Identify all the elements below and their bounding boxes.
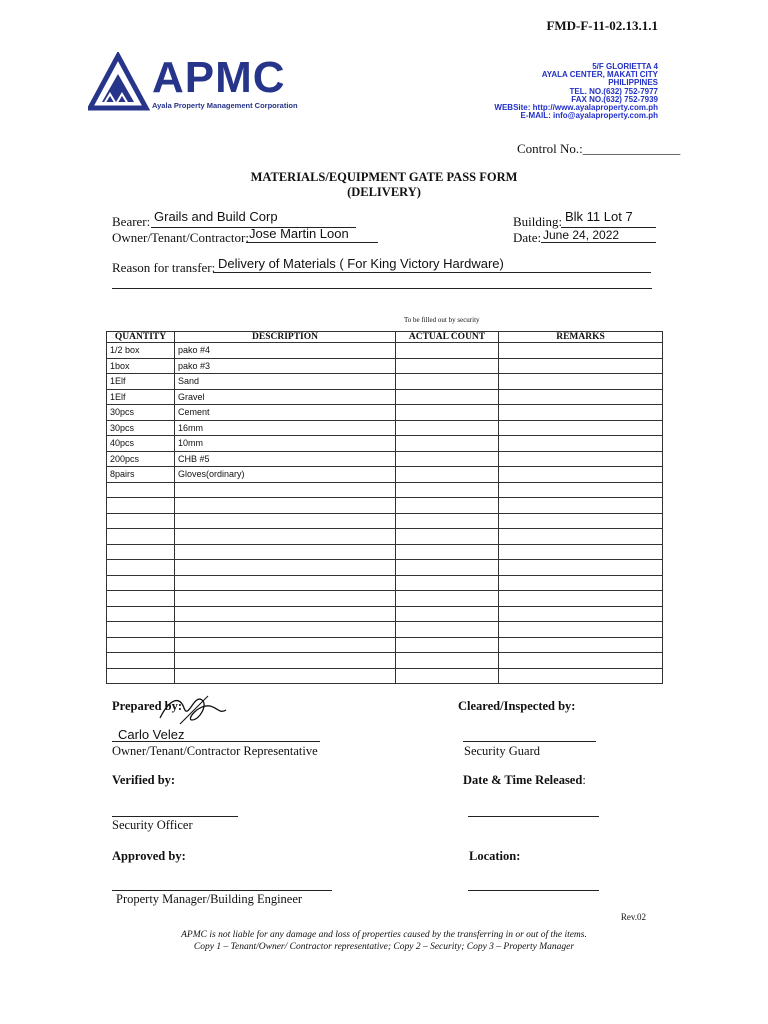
cell-quantity: 1box — [107, 358, 175, 374]
table-row — [107, 575, 663, 591]
cell-quantity — [107, 653, 175, 669]
cell-remarks[interactable] — [499, 358, 663, 374]
table-row — [107, 498, 663, 514]
cell-quantity — [107, 591, 175, 607]
cell-actual-count[interactable] — [396, 374, 499, 390]
form-title — [0, 170, 768, 200]
table-header-row — [107, 332, 663, 343]
cell-actual-count[interactable] — [396, 668, 499, 684]
table-row — [107, 451, 663, 467]
verified-signature-line[interactable] — [112, 816, 238, 817]
cell-quantity: 30pcs — [107, 420, 175, 436]
cell-actual-count[interactable] — [396, 343, 499, 359]
logo-subtitle: Ayala Property Management Corporation — [152, 101, 298, 110]
table-row — [107, 389, 663, 405]
table-row — [107, 405, 663, 421]
cell-actual-count[interactable] — [396, 513, 499, 529]
cell-remarks[interactable] — [499, 343, 663, 359]
reason-label: Reason for transfer: — [112, 260, 216, 275]
prepared-by-label: Prepared by: — [112, 699, 183, 713]
cleared-by-label: Cleared/Inspected by: — [458, 699, 576, 713]
reason-continuation-line — [112, 288, 652, 289]
table-row — [107, 653, 663, 669]
cell-remarks[interactable] — [499, 637, 663, 653]
building-value: Blk 11 Lot 7 — [565, 209, 633, 224]
cell-description — [175, 622, 396, 638]
cell-actual-count[interactable] — [396, 653, 499, 669]
cell-description: pako #3 — [175, 358, 396, 374]
cell-actual-count[interactable] — [396, 405, 499, 421]
cell-description — [175, 529, 396, 545]
cell-description — [175, 575, 396, 591]
date-released-text: Date & Time Released — [463, 773, 583, 787]
cell-remarks[interactable] — [499, 513, 663, 529]
cell-remarks[interactable] — [499, 606, 663, 622]
cell-actual-count[interactable] — [396, 637, 499, 653]
cell-quantity — [107, 529, 175, 545]
building-field[interactable] — [561, 209, 656, 228]
disclaimer — [0, 929, 768, 953]
cell-quantity — [107, 560, 175, 576]
cell-description — [175, 653, 396, 669]
cell-description — [175, 544, 396, 560]
table-row — [107, 544, 663, 560]
items-table — [106, 331, 663, 684]
cell-description: Gloves(ordinary) — [175, 467, 396, 483]
disclaimer-line2: Copy 1 – Tenant/Owner/ Contractor representative; Copy 2 – Security; Copy 3 – Property Manager — [193, 942, 575, 952]
cell-actual-count[interactable] — [396, 389, 499, 405]
table-row — [107, 622, 663, 638]
table-row — [107, 668, 663, 684]
bearer-label: Bearer: — [112, 214, 151, 229]
cleared-signature-line[interactable] — [463, 741, 596, 742]
cell-quantity: 1/2 box — [107, 343, 175, 359]
cell-actual-count[interactable] — [396, 482, 499, 498]
cell-quantity: 1Elf — [107, 389, 175, 405]
preparer-name: Carlo Velez — [118, 727, 185, 742]
verified-role: Security Officer — [112, 818, 193, 832]
cell-quantity — [107, 498, 175, 514]
cell-remarks[interactable] — [499, 405, 663, 421]
building-label: Building: — [513, 214, 563, 229]
disclaimer-line1: APMC is not liable for any damage and loss of properties caused by the transferring in or out of the items. — [181, 930, 587, 940]
location-label: Location: — [469, 849, 521, 863]
verified-by-label: Verified by: — [112, 773, 176, 787]
cell-remarks[interactable] — [499, 529, 663, 545]
cell-remarks[interactable] — [499, 389, 663, 405]
cell-actual-count[interactable] — [396, 436, 499, 452]
location-line[interactable] — [468, 890, 599, 891]
cell-description — [175, 637, 396, 653]
cell-description — [175, 482, 396, 498]
reason-value: Delivery of Materials ( For King Victory Hardware) — [218, 256, 504, 271]
owner-value: Jose Martin Loon — [249, 226, 349, 241]
cell-description — [175, 498, 396, 514]
address-line: AYALA CENTER, MAKATI CITY — [541, 70, 658, 80]
table-row — [107, 482, 663, 498]
document-code: FMD-F-11-02.13.1.1 — [546, 18, 658, 33]
address-line: PHILIPPINES — [608, 78, 658, 88]
cell-description: pako #4 — [175, 343, 396, 359]
cell-description — [175, 606, 396, 622]
date-field[interactable] — [541, 228, 656, 243]
approved-by-label: Approved by: — [112, 849, 186, 863]
cell-quantity: 8pairs — [107, 467, 175, 483]
cell-actual-count[interactable] — [396, 467, 499, 483]
table-row — [107, 529, 663, 545]
cell-remarks[interactable] — [499, 575, 663, 591]
cell-quantity — [107, 513, 175, 529]
date-released-label — [463, 773, 586, 788]
cell-description — [175, 513, 396, 529]
date-value: June 24, 2022 — [543, 228, 620, 242]
cell-description — [175, 591, 396, 607]
cell-actual-count[interactable] — [396, 451, 499, 467]
cell-remarks[interactable] — [499, 482, 663, 498]
cell-description: Cement — [175, 405, 396, 421]
cell-description: 16mm — [175, 420, 396, 436]
cell-remarks[interactable] — [499, 420, 663, 436]
cell-quantity — [107, 482, 175, 498]
cell-quantity — [107, 668, 175, 684]
cell-remarks[interactable] — [499, 451, 663, 467]
cell-remarks[interactable] — [499, 653, 663, 669]
header-quantity: QUANTITY — [107, 332, 175, 343]
address-line: WEBSite: http://www.ayalaproperty.com.ph — [494, 103, 658, 113]
approved-role: Property Manager/Building Engineer — [116, 892, 303, 906]
table-row — [107, 343, 663, 359]
cell-quantity: 1Elf — [107, 374, 175, 390]
company-address — [494, 63, 658, 120]
table-row — [107, 560, 663, 576]
header-remarks: REMARKS — [499, 332, 663, 343]
security-note: To be filled out by security — [404, 316, 480, 324]
cell-actual-count[interactable] — [396, 544, 499, 560]
form-title-line2: (DELIVERY) — [347, 185, 421, 199]
cell-actual-count[interactable] — [396, 420, 499, 436]
cell-description — [175, 668, 396, 684]
table-row — [107, 374, 663, 390]
cell-actual-count[interactable] — [396, 606, 499, 622]
owner-field[interactable] — [246, 227, 378, 243]
cell-remarks[interactable] — [499, 436, 663, 452]
cell-quantity: 200pcs — [107, 451, 175, 467]
table-row — [107, 606, 663, 622]
cell-remarks[interactable] — [499, 467, 663, 483]
cell-remarks[interactable] — [499, 668, 663, 684]
cell-quantity: 30pcs — [107, 405, 175, 421]
address-line: FAX NO.(632) 752-7939 — [571, 94, 658, 104]
approved-signature-line[interactable] — [112, 890, 332, 891]
cell-description: Sand — [175, 374, 396, 390]
cell-actual-count[interactable] — [396, 591, 499, 607]
table-row — [107, 467, 663, 483]
owner-label: Owner/Tenant/Contractor: — [112, 230, 249, 245]
cell-actual-count[interactable] — [396, 560, 499, 576]
cell-remarks[interactable] — [499, 544, 663, 560]
cell-quantity — [107, 637, 175, 653]
cell-remarks[interactable] — [499, 622, 663, 638]
address-line: 5/F GLORIETTA 4 — [592, 62, 658, 71]
table-row — [107, 513, 663, 529]
logo-wordmark: APMC — [152, 53, 286, 102]
reason-field[interactable] — [213, 257, 651, 273]
header-actual-count: ACTUAL COUNT — [396, 332, 499, 343]
cell-actual-count[interactable] — [396, 498, 499, 514]
table-row — [107, 637, 663, 653]
cell-quantity — [107, 575, 175, 591]
table-row — [107, 420, 663, 436]
table-row — [107, 358, 663, 374]
table-row — [107, 436, 663, 452]
cell-quantity — [107, 544, 175, 560]
cleared-role: Security Guard — [464, 744, 541, 758]
table-row — [107, 591, 663, 607]
cell-description: Gravel — [175, 389, 396, 405]
cell-remarks[interactable] — [499, 560, 663, 576]
cell-description — [175, 560, 396, 576]
date-released-line[interactable] — [468, 816, 599, 817]
cell-quantity — [107, 622, 175, 638]
cell-quantity: 40pcs — [107, 436, 175, 452]
date-label: Date: — [513, 230, 542, 245]
cell-actual-count[interactable] — [396, 529, 499, 545]
cell-remarks[interactable] — [499, 591, 663, 607]
header-description: DESCRIPTION — [175, 332, 396, 343]
date-released-colon: : — [582, 773, 586, 787]
cell-quantity — [107, 606, 175, 622]
revision: Rev.02 — [620, 912, 646, 922]
cell-actual-count[interactable] — [396, 575, 499, 591]
bearer-value: Grails and Build Corp — [154, 209, 278, 224]
control-number: Control No.:_______________ — [517, 141, 681, 156]
form-title-line1: MATERIALS/EQUIPMENT GATE PASS FORM — [250, 170, 518, 184]
cell-actual-count[interactable] — [396, 622, 499, 638]
preparer-role: Owner/Tenant/Contractor Representative — [112, 744, 318, 758]
cell-remarks[interactable] — [499, 374, 663, 390]
address-line: TEL. NO.(632) 752-7977 — [569, 86, 658, 96]
cell-remarks[interactable] — [499, 498, 663, 514]
cell-description: 10mm — [175, 436, 396, 452]
cell-actual-count[interactable] — [396, 358, 499, 374]
cell-description: CHB #5 — [175, 451, 396, 467]
address-line: E-MAIL: info@ayalaproperty.com.ph — [520, 111, 658, 121]
prepared-signature-line[interactable] — [112, 741, 320, 742]
